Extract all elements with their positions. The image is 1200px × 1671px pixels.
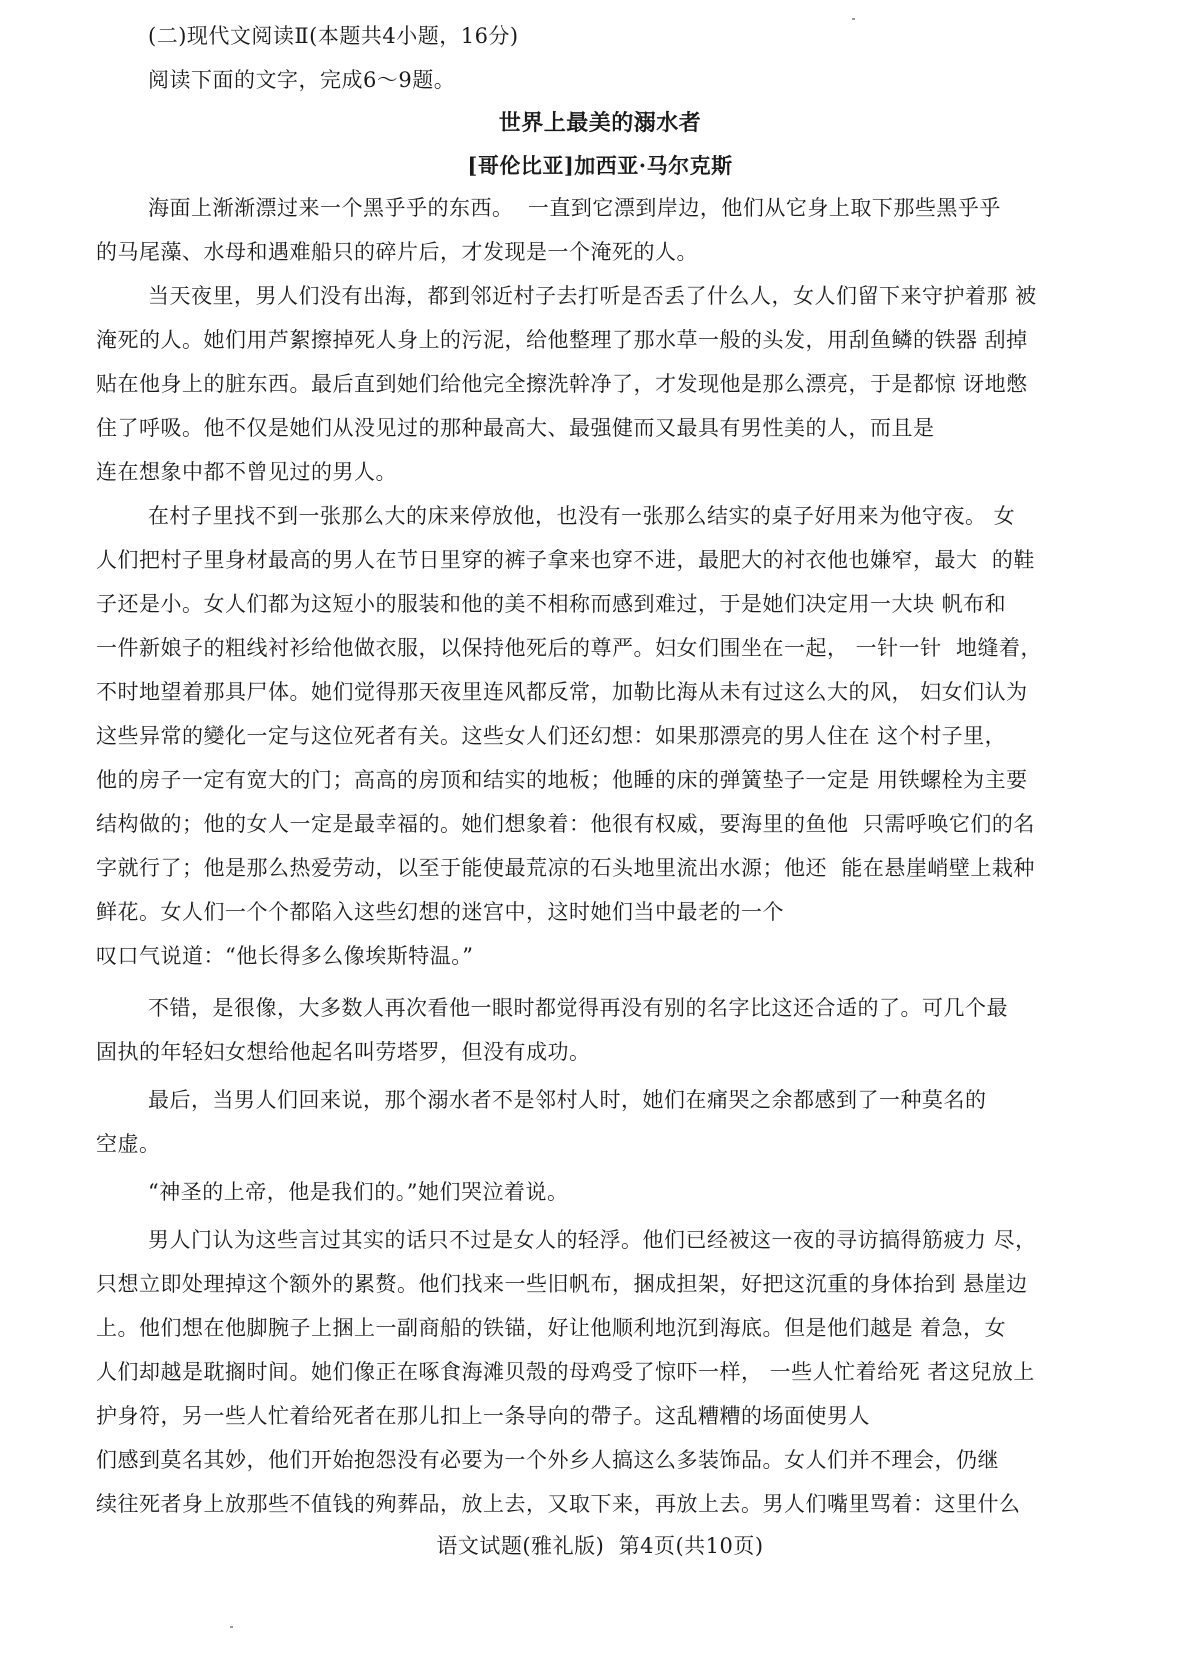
text-line: 淹死的人。她们用芦絮擦掉死人身上的污泥，给他整理了那水草一般的头发，用刮鱼鳞的铁器 刮掉 (96, 328, 1028, 352)
text-line: 当天夜里，男人们没有出海，都到邻近村子去打听是否丢了什么人，女人们留下来守护着那 被 (148, 284, 1037, 308)
text-line: 固执的年轻妇女想给他起名叫劳塔罗，但没有成功。 (96, 1040, 591, 1064)
text-line: 子还是小。女人们都为这短小的服装和他的美不相称而感到难过，于是她们决定用一大块 帆布和 (96, 592, 1007, 616)
scan-speck (230, 1626, 233, 1628)
text-line: 人们却越是耽搁时间。她们像正在啄食海滩贝殼的母鸡受了惊吓一样， 一些人忙着给死 者这兒放上 (96, 1360, 1035, 1384)
article-author: [哥伦比亚]加西亚·马尔克斯 (467, 153, 733, 178)
text-line: 的马尾藻、水母和遇难船只的碎片后，才发现是一个淹死的人。 (96, 240, 698, 264)
text-line: 不时地望着那具尸体。她们觉得那天夜里连风都反常，加勒比海从未有过这么大的风， 妇女们认为 (96, 680, 1028, 704)
text-line: 海面上渐渐漂过来一个黑乎乎的东西。 一直到它漂到岸边，他们从它身上取下那些黑乎乎 (148, 196, 1001, 220)
text-line: 他的房子一定有宽大的门；高高的房顶和结实的地板；他睡的床的弹簧垫子一定是 用铁螺栓为主要 (96, 768, 1028, 792)
text-line: 上。他们想在他脚腕子上捆上一副商船的铁锚，好让他顺利地沉到海底。但是他们越是 着急，女 (96, 1316, 1007, 1340)
text-line: 字就行了；他是那么热爱劳动，以至于能使最荒凉的石头地里流出水源；他还 能在悬崖峭壁上栽种 (96, 856, 1035, 880)
text-line: 这些异常的變化一定与这位死者有关。这些女人们还幻想：如果那漂亮的男人住在 这个村子里， (96, 724, 1007, 748)
section-heading: (二)现代文阅读Ⅱ(本题共4小题，16分) (148, 24, 519, 48)
text-line: 叹口气说道：“他长得多么像埃斯特温。” (96, 944, 474, 968)
text-line: 一件新娘子的粗线衬衫给他做衣服，以保持他死后的尊严。妇女们围坐在一起， 一针一针 地缝着， (96, 636, 1043, 660)
text-line: 空虚。 (96, 1132, 161, 1156)
text-line: 男人门认为这些言过其实的话只不过是女人的轻浮。他们已经被这一夜的寻访搞得筋疲力 尽， (148, 1228, 1037, 1252)
instruction-text: 阅读下面的文字，完成6～9题。 (148, 68, 456, 92)
text-line: 鲜花。女人们一个个都陷入这些幻想的迷宫中，这时她们当中最老的一个 (96, 900, 784, 924)
text-line: 贴在他身上的脏东西。最后直到她们给他完全擦洗幹净了，才发现他是那么漂亮，于是都惊 讶地憋 (96, 372, 1028, 396)
text-line: 在村子里找不到一张那么大的床来停放他，也没有一张那么结实的桌子好用来为他守夜。 女 (148, 504, 1016, 528)
text-line: “神圣的上帝，他是我们的。”她们哭泣着说。 (148, 1180, 569, 1204)
text-line: 人们把村子里身材最高的男人在节日里穿的裤子拿来也穿不进，最肥大的衬衣他也嫌窄，最大 的鞋 (96, 548, 1035, 572)
text-line: 住了呼吸。他不仅是她们从没见过的那种最高大、最强健而又最具有男性美的人，而且是 (96, 416, 935, 440)
text-line: 结构做的；他的女人一定是最幸福的。她们想象着：他很有权威，要海里的鱼他 只需呼唤它们的名 (96, 812, 1035, 836)
text-line: 连在想象中都不曾见过的男人。 (96, 460, 397, 484)
page-footer: 语文试题(雅礼版) 第4页(共10页) (436, 1534, 764, 1558)
text-line: 续往死者身上放那些不值钱的殉葬品，放上去，又取下来，再放上去。男人们嘴里骂着：这里什么 (96, 1492, 1021, 1516)
text-line: 只想立即处理掉这个额外的累赘。他们找来一些旧帆布，捆成担架，好把这沉重的身体抬到 悬崖边 (96, 1272, 1028, 1296)
article-title: 世界上最美的溺水者 (498, 111, 702, 136)
scan-speck (852, 18, 855, 20)
text-line: 不错，是很像，大多数人再次看他一眼时都觉得再没有别的名字比这还合适的了。可几个最 (148, 996, 1008, 1020)
text-line: 最后，当男人们回来说，那个溺水者不是邻村人时，她们在痛哭之余都感到了一种莫名的 (148, 1088, 987, 1112)
text-line: 护身符，另一些人忙着给死者在那儿扣上一条导向的帶子。这乱糟糟的场面使男人 (96, 1404, 870, 1428)
text-line: 们感到莫名其妙，他们开始抱怨没有必要为一个外乡人搞这么多装饰品。女人们并不理会，仍继 (96, 1448, 999, 1472)
